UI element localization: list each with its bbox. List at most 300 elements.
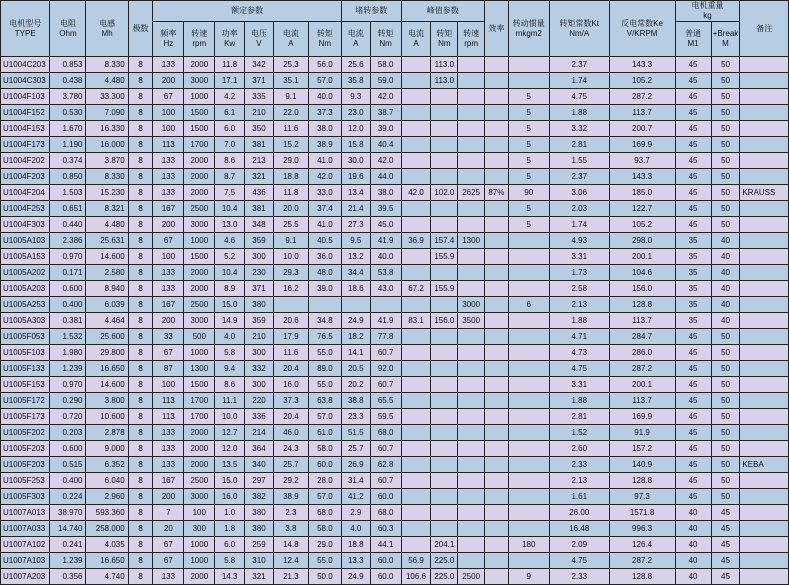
- cell-rated-voltage: 340: [245, 457, 274, 473]
- cell-efficiency: [485, 137, 509, 153]
- cell-ke: 113.7: [609, 313, 675, 329]
- cell-resistance: 2.386: [50, 233, 86, 249]
- cell-rated-speed: 1500: [184, 105, 215, 121]
- cell-rated-voltage: 210: [245, 105, 274, 121]
- cell-efficiency: [485, 57, 509, 73]
- cell-rated-voltage: 380: [245, 521, 274, 537]
- cell-rated-torque: 41.0: [308, 153, 341, 169]
- cell-kt: 3.32: [549, 121, 609, 137]
- cell-peak-speed: [458, 521, 485, 537]
- cell-peak-torque: [431, 505, 458, 521]
- cell-ke: 128.8: [609, 297, 675, 313]
- header-rated-group: 额定参数: [153, 1, 341, 22]
- cell-poles: 8: [128, 153, 153, 169]
- header-rated-current: 电流 A: [273, 22, 308, 57]
- table-row: [1, 521, 789, 537]
- cell-rated-speed: 2000: [184, 265, 215, 281]
- cell-poles: 8: [128, 329, 153, 345]
- cell-poles: 8: [128, 425, 153, 441]
- cell-resistance: 0.530: [50, 105, 86, 121]
- table-row: [1, 377, 789, 393]
- cell-poles: 8: [128, 185, 153, 201]
- cell-model: U1005F202: [1, 425, 50, 441]
- cell-inductance: 14.600: [86, 377, 128, 393]
- cell-inductance: 4.740: [86, 569, 128, 585]
- cell-model: U1007A103: [1, 553, 50, 569]
- cell-weight-normal: 35: [675, 249, 711, 265]
- cell-model: U1005A303: [1, 313, 50, 329]
- cell-peak-torque: [431, 121, 458, 137]
- table-header: [1, 1, 789, 57]
- cell-ke: 169.9: [609, 137, 675, 153]
- cell-efficiency: [485, 345, 509, 361]
- cell-peak-torque: [431, 377, 458, 393]
- cell-rated-speed: 100: [184, 505, 215, 521]
- cell-stall-current: 38.8: [341, 393, 370, 409]
- header-remark: 备注: [740, 1, 789, 57]
- cell-peak-current: [401, 441, 431, 457]
- cell-stall-current: 24.9: [341, 313, 370, 329]
- header-peak-speed: 转速 rpm: [458, 22, 485, 57]
- cell-weight-normal: 35: [675, 281, 711, 297]
- cell-rated-freq: 133: [153, 185, 184, 201]
- cell-stall-current: 30.0: [341, 153, 370, 169]
- cell-ke: 104.6: [609, 265, 675, 281]
- cell-efficiency: [485, 473, 509, 489]
- cell-stall-current: 51.5: [341, 425, 370, 441]
- cell-weight-normal: 45: [675, 217, 711, 233]
- cell-stall-torque: 45.0: [370, 217, 401, 233]
- cell-rated-current: 3.8: [273, 521, 308, 537]
- cell-rated-freq: 133: [153, 281, 184, 297]
- cell-rated-power: 16.0: [215, 489, 245, 505]
- cell-inductance: 258.000: [86, 521, 128, 537]
- cell-weight-brake: 45: [711, 505, 740, 521]
- cell-stall-current: 24.9: [341, 569, 370, 585]
- header-inertia: 转动惯量 mkgm2: [508, 1, 549, 57]
- cell-peak-speed: [458, 425, 485, 441]
- cell-peak-torque: [431, 297, 458, 313]
- cell-rated-speed: 2000: [184, 153, 215, 169]
- cell-rated-freq: 100: [153, 121, 184, 137]
- cell-remark: KRAUSS: [740, 185, 789, 201]
- cell-rated-freq: 100: [153, 377, 184, 393]
- cell-model: U1004F203: [1, 169, 50, 185]
- cell-rated-freq: 133: [153, 169, 184, 185]
- cell-rated-power: 13.0: [215, 217, 245, 233]
- cell-remark: [740, 137, 789, 153]
- cell-remark: [740, 281, 789, 297]
- cell-remark: [740, 233, 789, 249]
- table-row: [1, 281, 789, 297]
- cell-weight-normal: 45: [675, 361, 711, 377]
- cell-resistance: 38.970: [50, 505, 86, 521]
- cell-rated-power: 7.0: [215, 137, 245, 153]
- table-row: [1, 489, 789, 505]
- cell-rated-freq: 200: [153, 313, 184, 329]
- cell-rated-freq: 33: [153, 329, 184, 345]
- cell-inertia: 5: [508, 217, 549, 233]
- cell-kt: 2.13: [549, 473, 609, 489]
- cell-rated-freq: 133: [153, 457, 184, 473]
- cell-weight-normal: 35: [675, 233, 711, 249]
- cell-remark: [740, 313, 789, 329]
- cell-stall-current: 25.6: [341, 57, 370, 73]
- cell-rated-freq: 67: [153, 553, 184, 569]
- cell-resistance: 0.440: [50, 217, 86, 233]
- cell-rated-power: 12.0: [215, 441, 245, 457]
- cell-stall-current: 13.3: [341, 553, 370, 569]
- cell-stall-current: 20.2: [341, 377, 370, 393]
- cell-peak-torque: 113.0: [431, 73, 458, 89]
- cell-peak-current: [401, 217, 431, 233]
- cell-stall-current: 2.9: [341, 505, 370, 521]
- cell-rated-torque: 58.0: [308, 521, 341, 537]
- cell-weight-brake: 50: [711, 377, 740, 393]
- cell-weight-normal: 40: [675, 521, 711, 537]
- cell-rated-voltage: 310: [245, 553, 274, 569]
- cell-model: U1005A103: [1, 233, 50, 249]
- cell-efficiency: [485, 505, 509, 521]
- cell-rated-current: 20.4: [273, 361, 308, 377]
- cell-weight-brake: 50: [711, 89, 740, 105]
- cell-rated-freq: 133: [153, 153, 184, 169]
- cell-rated-current: 20.0: [273, 201, 308, 217]
- cell-stall-torque: 68.0: [370, 505, 401, 521]
- cell-rated-freq: 133: [153, 265, 184, 281]
- cell-kt: 2.33: [549, 457, 609, 473]
- cell-rated-current: 20.4: [273, 409, 308, 425]
- cell-inductance: 16.650: [86, 361, 128, 377]
- cell-weight-brake: 50: [711, 489, 740, 505]
- cell-stall-torque: 60.7: [370, 345, 401, 361]
- cell-rated-power: 6.0: [215, 537, 245, 553]
- cell-efficiency: [485, 457, 509, 473]
- cell-rated-current: 11.6: [273, 121, 308, 137]
- cell-remark: [740, 217, 789, 233]
- cell-rated-voltage: 348: [245, 217, 274, 233]
- cell-ke: 298.0: [609, 233, 675, 249]
- cell-stall-current: 9.3: [341, 89, 370, 105]
- cell-stall-torque: 53.8: [370, 265, 401, 281]
- cell-peak-torque: 225.0: [431, 569, 458, 585]
- cell-rated-speed: 2000: [184, 169, 215, 185]
- cell-resistance: 0.720: [50, 409, 86, 425]
- cell-peak-current: [401, 377, 431, 393]
- cell-peak-speed: [458, 345, 485, 361]
- cell-rated-torque: 55.0: [308, 377, 341, 393]
- cell-model: U1007A203: [1, 569, 50, 585]
- cell-inertia: [508, 521, 549, 537]
- cell-rated-freq: 67: [153, 345, 184, 361]
- cell-rated-freq: 133: [153, 425, 184, 441]
- cell-resistance: 1.980: [50, 345, 86, 361]
- cell-rated-torque: 57.0: [308, 409, 341, 425]
- cell-rated-freq: 87: [153, 361, 184, 377]
- cell-stall-current: 18.2: [341, 329, 370, 345]
- cell-poles: 8: [128, 281, 153, 297]
- cell-remark: [740, 121, 789, 137]
- cell-inertia: 5: [508, 153, 549, 169]
- cell-resistance: 3.780: [50, 89, 86, 105]
- cell-resistance: 1.190: [50, 137, 86, 153]
- header-rated-voltage: 电压 V: [245, 22, 274, 57]
- header-kt: 转矩常数Kt Nm/A: [549, 1, 609, 57]
- cell-peak-current: 67.2: [401, 281, 431, 297]
- cell-remark: [740, 521, 789, 537]
- cell-peak-torque: [431, 105, 458, 121]
- cell-remark: [740, 345, 789, 361]
- cell-stall-torque: 39.0: [370, 121, 401, 137]
- cell-efficiency: [485, 489, 509, 505]
- cell-ke: 156.0: [609, 281, 675, 297]
- cell-stall-current: 31.4: [341, 473, 370, 489]
- cell-peak-speed: [458, 457, 485, 473]
- cell-kt: 2.33: [549, 569, 609, 585]
- cell-stall-torque: 38.7: [370, 105, 401, 121]
- cell-weight-brake: 50: [711, 329, 740, 345]
- cell-stall-torque: 44.0: [370, 169, 401, 185]
- cell-inertia: 5: [508, 169, 549, 185]
- table-row: [1, 185, 789, 201]
- cell-peak-current: [401, 489, 431, 505]
- cell-peak-torque: [431, 361, 458, 377]
- cell-ke: 284.7: [609, 329, 675, 345]
- cell-stall-torque: 60.0: [370, 553, 401, 569]
- header-rated-power: 功率 Kw: [215, 22, 245, 57]
- cell-rated-torque: 28.0: [308, 473, 341, 489]
- cell-poles: 8: [128, 105, 153, 121]
- cell-rated-voltage: 371: [245, 281, 274, 297]
- table-row: [1, 537, 789, 553]
- table-row: [1, 345, 789, 361]
- cell-rated-freq: 67: [153, 537, 184, 553]
- cell-rated-voltage: 350: [245, 121, 274, 137]
- cell-poles: 8: [128, 569, 153, 585]
- cell-rated-torque: [308, 297, 341, 313]
- cell-model: U1005A202: [1, 265, 50, 281]
- table-row: [1, 313, 789, 329]
- cell-ke: 143.3: [609, 169, 675, 185]
- cell-inductance: 6.039: [86, 297, 128, 313]
- cell-rated-speed: 500: [184, 329, 215, 345]
- cell-remark: [740, 265, 789, 281]
- cell-rated-current: 29.2: [273, 473, 308, 489]
- cell-inductance: 3.800: [86, 393, 128, 409]
- cell-kt: 2.81: [549, 137, 609, 153]
- cell-stall-current: 23.0: [341, 105, 370, 121]
- cell-stall-torque: 58.0: [370, 57, 401, 73]
- cell-inertia: [508, 425, 549, 441]
- cell-remark: [740, 201, 789, 217]
- cell-kt: 4.71: [549, 329, 609, 345]
- cell-rated-speed: 2000: [184, 281, 215, 297]
- header-model: 电机型号 TYPE: [1, 1, 50, 57]
- cell-model: U1005F173: [1, 409, 50, 425]
- cell-weight-normal: 45: [675, 137, 711, 153]
- cell-kt: 2.13: [549, 297, 609, 313]
- cell-stall-current: 20.5: [341, 361, 370, 377]
- cell-model: U1004F153: [1, 121, 50, 137]
- cell-rated-torque: 63.8: [308, 393, 341, 409]
- header-weight-normal: 普通 M1: [675, 22, 711, 57]
- cell-rated-voltage: 300: [245, 345, 274, 361]
- cell-peak-speed: 2500: [458, 569, 485, 585]
- cell-inductance: 4.464: [86, 313, 128, 329]
- cell-model: U1004F173: [1, 137, 50, 153]
- cell-poles: 8: [128, 89, 153, 105]
- cell-model: U1004C303: [1, 73, 50, 89]
- header-peak-torque: 转矩 Nm: [431, 22, 458, 57]
- cell-rated-speed: 2000: [184, 185, 215, 201]
- table-row: [1, 329, 789, 345]
- table-row: [1, 569, 789, 585]
- cell-rated-voltage: 214: [245, 425, 274, 441]
- cell-resistance: 0.290: [50, 393, 86, 409]
- cell-rated-voltage: 332: [245, 361, 274, 377]
- table-row: [1, 505, 789, 521]
- cell-inductance: 4.480: [86, 73, 128, 89]
- cell-ke: 140.9: [609, 457, 675, 473]
- cell-remark: [740, 89, 789, 105]
- cell-rated-speed: 1500: [184, 121, 215, 137]
- cell-peak-torque: [431, 521, 458, 537]
- cell-remark: [740, 169, 789, 185]
- cell-weight-normal: 35: [675, 265, 711, 281]
- cell-stall-current: 13.4: [341, 185, 370, 201]
- cell-efficiency: [485, 393, 509, 409]
- cell-kt: 4.73: [549, 345, 609, 361]
- cell-weight-brake: 50: [711, 73, 740, 89]
- cell-rated-power: 8.7: [215, 169, 245, 185]
- cell-rated-torque: 48.0: [308, 265, 341, 281]
- cell-peak-speed: [458, 105, 485, 121]
- cell-weight-brake: 45: [711, 537, 740, 553]
- cell-rated-torque: 33.0: [308, 185, 341, 201]
- cell-peak-current: [401, 329, 431, 345]
- cell-poles: 8: [128, 345, 153, 361]
- cell-rated-power: 8.6: [215, 153, 245, 169]
- cell-peak-current: 106.6: [401, 569, 431, 585]
- cell-kt: 1.88: [549, 105, 609, 121]
- cell-peak-torque: [431, 265, 458, 281]
- cell-kt: 3.31: [549, 377, 609, 393]
- header-rated-torque: 转矩 Nm: [308, 22, 341, 57]
- table-row: [1, 473, 789, 489]
- cell-rated-speed: 1000: [184, 553, 215, 569]
- cell-efficiency: [485, 121, 509, 137]
- cell-peak-speed: [458, 361, 485, 377]
- cell-peak-torque: [431, 217, 458, 233]
- table-row: [1, 233, 789, 249]
- cell-rated-current: 18.8: [273, 169, 308, 185]
- cell-rated-power: 4.2: [215, 89, 245, 105]
- cell-kt: 2.81: [549, 409, 609, 425]
- cell-weight-brake: 50: [711, 441, 740, 457]
- cell-model: U1005A253: [1, 297, 50, 313]
- cell-rated-freq: 67: [153, 89, 184, 105]
- cell-resistance: 0.600: [50, 441, 86, 457]
- cell-rated-power: 5.8: [215, 345, 245, 361]
- cell-poles: 8: [128, 73, 153, 89]
- cell-peak-speed: [458, 121, 485, 137]
- header-stall-current: 电流 A: [341, 22, 370, 57]
- cell-rated-voltage: 371: [245, 73, 274, 89]
- cell-inductance: 9.000: [86, 441, 128, 457]
- cell-rated-voltage: 364: [245, 441, 274, 457]
- cell-model: U1007A013: [1, 505, 50, 521]
- cell-efficiency: [485, 569, 509, 585]
- cell-peak-speed: [458, 249, 485, 265]
- cell-model: U1007A033: [1, 521, 50, 537]
- cell-kt: 2.03: [549, 201, 609, 217]
- cell-poles: 8: [128, 313, 153, 329]
- cell-rated-torque: 57.0: [308, 489, 341, 505]
- cell-rated-voltage: 300: [245, 377, 274, 393]
- cell-inductance: 8.330: [86, 169, 128, 185]
- cell-rated-voltage: 381: [245, 137, 274, 153]
- cell-kt: 1.52: [549, 425, 609, 441]
- cell-rated-voltage: 230: [245, 265, 274, 281]
- cell-peak-speed: [458, 281, 485, 297]
- cell-efficiency: [485, 521, 509, 537]
- cell-kt: 1.55: [549, 153, 609, 169]
- cell-peak-speed: [458, 409, 485, 425]
- cell-efficiency: [485, 105, 509, 121]
- cell-kt: 1.61: [549, 489, 609, 505]
- cell-peak-current: [401, 361, 431, 377]
- cell-efficiency: [485, 313, 509, 329]
- cell-efficiency: [485, 441, 509, 457]
- cell-rated-speed: 2000: [184, 425, 215, 441]
- cell-peak-speed: [458, 505, 485, 521]
- cell-efficiency: 87%: [485, 185, 509, 201]
- cell-rated-speed: 1700: [184, 393, 215, 409]
- table-row: [1, 409, 789, 425]
- cell-poles: 8: [128, 457, 153, 473]
- cell-stall-torque: 59.5: [370, 409, 401, 425]
- cell-rated-torque: 56.0: [308, 57, 341, 73]
- cell-inertia: [508, 73, 549, 89]
- cell-remark: KEBA: [740, 457, 789, 473]
- cell-weight-brake: 50: [711, 153, 740, 169]
- cell-remark: [740, 393, 789, 409]
- cell-weight-brake: 50: [711, 409, 740, 425]
- cell-model: U1004F303: [1, 217, 50, 233]
- cell-resistance: 0.600: [50, 281, 86, 297]
- cell-ke: 93.7: [609, 153, 675, 169]
- cell-rated-torque: 38.0: [308, 121, 341, 137]
- cell-rated-current: 24.3: [273, 441, 308, 457]
- cell-inertia: [508, 553, 549, 569]
- cell-remark: [740, 105, 789, 121]
- cell-weight-brake: 50: [711, 121, 740, 137]
- table-row: [1, 121, 789, 137]
- cell-rated-power: 9.4: [215, 361, 245, 377]
- cell-inertia: 90: [508, 185, 549, 201]
- cell-rated-power: 8.9: [215, 281, 245, 297]
- cell-peak-current: [401, 393, 431, 409]
- cell-remark: [740, 473, 789, 489]
- cell-rated-power: 15.0: [215, 297, 245, 313]
- cell-rated-current: 9.1: [273, 233, 308, 249]
- cell-resistance: 0.400: [50, 297, 86, 313]
- cell-efficiency: [485, 265, 509, 281]
- cell-stall-torque: 65.5: [370, 393, 401, 409]
- cell-weight-normal: 45: [675, 73, 711, 89]
- cell-rated-torque: 36.0: [308, 249, 341, 265]
- table-row: [1, 297, 789, 313]
